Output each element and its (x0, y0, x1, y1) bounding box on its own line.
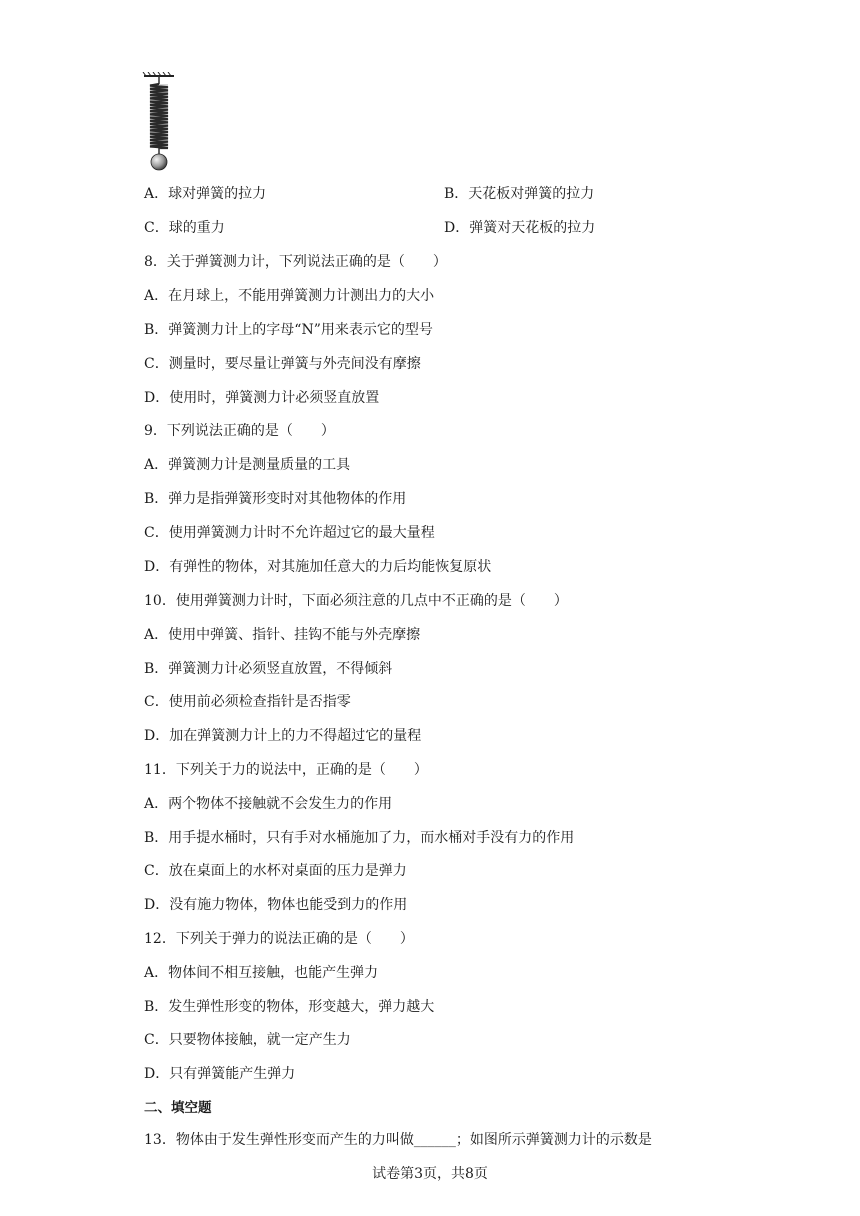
spring-coil-icon (150, 84, 168, 148)
q9-option-b: B．弹力是指弹簧形变时对其他物体的作用 (144, 491, 407, 507)
q12-option-b: B．发生弹性形变的物体，形变越大，弹力越大 (144, 999, 435, 1015)
q11-option-d: D．没有施力物体，物体也能受到力的作用 (144, 897, 408, 913)
q10-option-b: B．弹簧测力计必须竖直放置，不得倾斜 (144, 661, 393, 677)
q8-stem: 8．关于弹簧测力计，下列说法正确的是（ ） (144, 254, 447, 270)
q10-option-d: D．加在弹簧测力计上的力不得超过它的量程 (144, 728, 422, 744)
q11-stem: 11．下列关于力的说法中，正确的是（ ） (144, 762, 428, 778)
q10-stem: 10．使用弹簧测力计时，下面必须注意的几点中不正确的是（ ） (144, 593, 568, 609)
q12-option-d: D．只有弹簧能产生弹力 (144, 1066, 296, 1082)
q8-option-c: C．测量时，要尽量让弹簧与外壳间没有摩擦 (144, 356, 421, 372)
q13-stem: 13．物体由于发生弹性形变而产生的力叫做______；如图所示弹簧测力计的示数是 (144, 1132, 652, 1148)
section-title: 二、填空题 (144, 1100, 212, 1116)
ball-icon (151, 154, 167, 170)
q9-stem: 9．下列说法正确的是（ ） (144, 423, 335, 439)
ceiling-icon (143, 72, 174, 76)
q9-option-a: A．弹簧测力计是测量质量的工具 (144, 457, 351, 473)
page-footer: 试卷第3页，共8页 (372, 1166, 488, 1182)
q12-stem: 12．下列关于弹力的说法正确的是（ ） (144, 931, 414, 947)
q7-option-c: C．球的重力 (144, 220, 225, 236)
q7-option-a: A．球对弹簧的拉力 (144, 186, 267, 202)
spring-ball-figure (142, 72, 176, 172)
q12-option-a: A．物体间不相互接触，也能产生弹力 (144, 965, 379, 981)
q9-option-c: C．使用弹簧测力计时不允许超过它的最大量程 (144, 525, 435, 541)
q8-option-b: B．弹簧测力计上的字母“N”用来表示它的型号 (144, 322, 433, 338)
q11-option-b: B．用手提水桶时，只有手对水桶施加了力，而水桶对手没有力的作用 (144, 830, 575, 846)
q10-option-c: C．使用前必须检查指针是否指零 (144, 694, 351, 710)
q11-option-a: A．两个物体不接触就不会发生力的作用 (144, 796, 393, 812)
q11-option-c: C．放在桌面上的水杯对桌面的压力是弹力 (144, 863, 407, 879)
q7-option-d: D．弹簧对天花板的拉力 (444, 220, 596, 236)
q9-option-d: D．有弹性的物体，对其施加任意大的力后均能恢复原状 (144, 559, 492, 575)
q12-option-c: C．只要物体接触，就一定产生力 (144, 1032, 351, 1048)
q10-option-a: A．使用中弹簧、指针、挂钩不能与外壳摩擦 (144, 627, 421, 643)
q8-option-a: A．在月球上，不能用弹簧测力计测出力的大小 (144, 288, 435, 304)
q8-option-d: D．使用时，弹簧测力计必须竖直放置 (144, 390, 380, 406)
q7-option-b: B．天花板对弹簧的拉力 (444, 186, 595, 202)
